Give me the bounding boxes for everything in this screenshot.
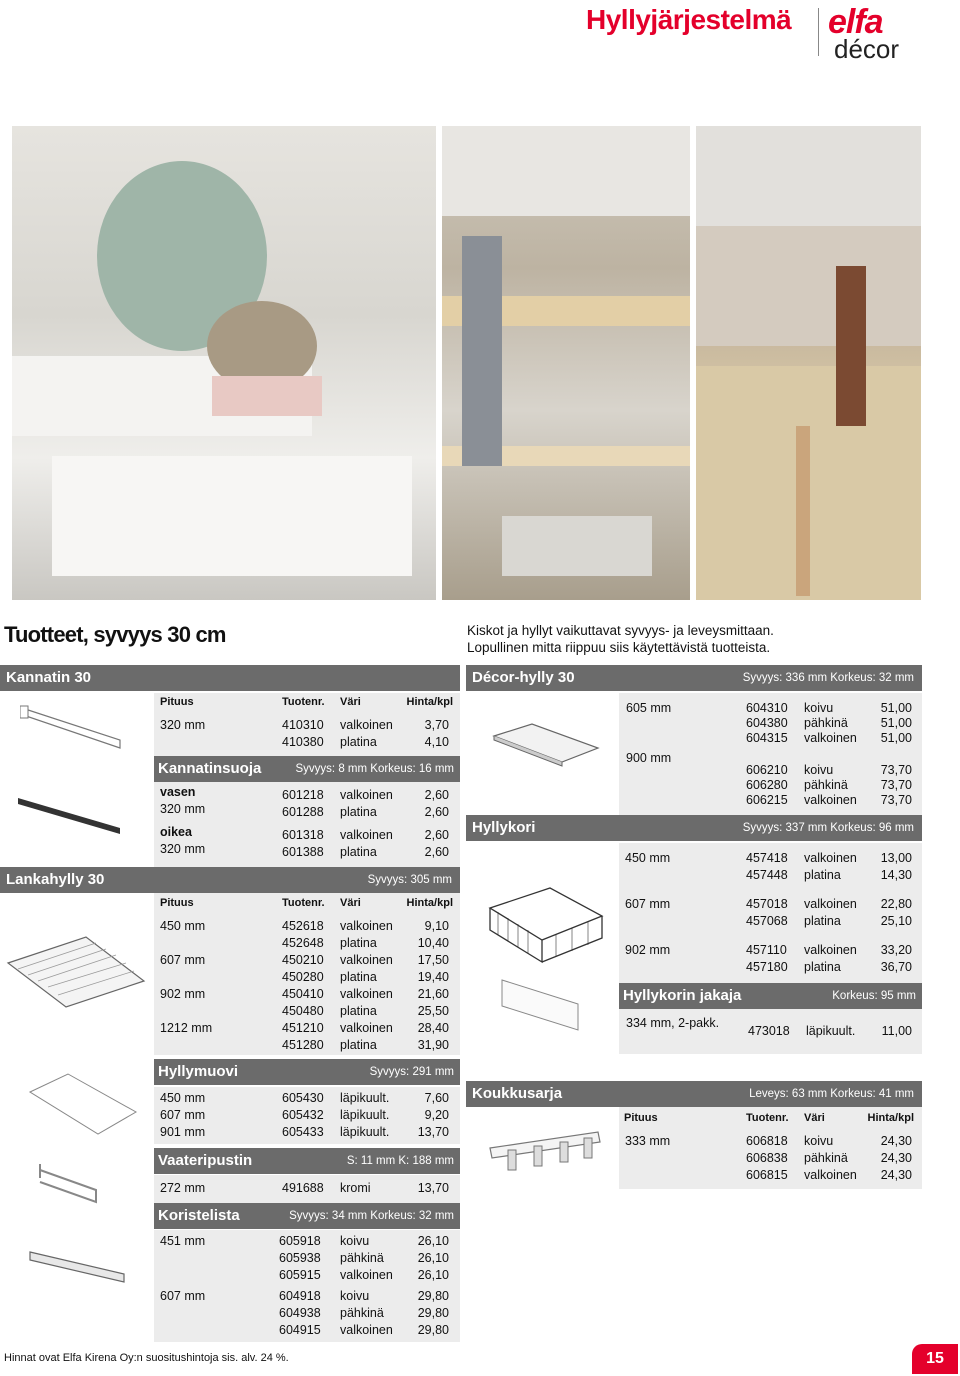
product-number-cell: 491688 [282, 1181, 324, 1195]
color-cell: pähkinä [340, 1251, 384, 1265]
length-cell: 450 mm [160, 1091, 206, 1105]
product-number-cell: 606215 [746, 793, 788, 807]
product-number-cell: 450410 [282, 987, 324, 1001]
col-header-pituus: Pituus [160, 696, 194, 708]
price-cell: 26,10 [417, 1268, 449, 1282]
color-cell: kromi [340, 1181, 371, 1195]
wire-basket-illustration [486, 884, 606, 964]
clothes-rod-illustration [36, 1160, 106, 1206]
col-header-pituus: Pituus [624, 1112, 658, 1124]
col-header-hinta: Hinta/kpl [406, 897, 453, 909]
product-number-cell: 604938 [279, 1306, 321, 1320]
page-number: 15 [912, 1344, 958, 1374]
length-cell: 607 mm [160, 953, 206, 967]
product-number-cell: 450480 [282, 1004, 324, 1018]
hook-rail-illustration [486, 1128, 606, 1178]
color-cell: läpikuult. [340, 1091, 390, 1105]
price-cell: 24,30 [880, 1134, 912, 1148]
subband-dims: S: 11 mm K: 188 mm [346, 1155, 454, 1167]
product-number-cell: 457110 [746, 943, 787, 957]
color-cell: läpikuult. [340, 1125, 390, 1139]
color-cell: platina [340, 1004, 377, 1018]
price-cell: 33,20 [880, 943, 912, 957]
product-number-cell: 473018 [748, 1024, 790, 1038]
band-decor-hylly [466, 665, 922, 691]
color-cell: platina [804, 868, 841, 882]
bracket-cover-illustration [16, 796, 126, 836]
logo-elfa-text: elfa [828, 3, 883, 41]
color-cell: koivu [340, 1234, 370, 1248]
color-cell: platina [340, 936, 377, 950]
price-cell: 29,80 [417, 1289, 449, 1303]
footer-note: Hinnat ovat Elfa Kirena Oy:n suositushintoja sis. alv. 24 %. [4, 1352, 289, 1364]
price-cell: 11,00 [881, 1024, 912, 1038]
product-number-cell: 606818 [746, 1134, 788, 1148]
color-cell: platina [340, 1038, 377, 1052]
product-number-cell: 606815 [746, 1168, 788, 1182]
price-cell: 3,70 [424, 718, 449, 732]
elfa-decor-logo [828, 3, 928, 64]
header-divider [818, 8, 819, 56]
color-cell: valkoinen [804, 851, 857, 865]
length-cell: 607 mm [625, 897, 671, 911]
color-cell: platina [804, 960, 841, 974]
price-cell: 26,10 [417, 1251, 449, 1265]
band-dims: Leveys: 63 mm Korkeus: 41 mm [749, 1088, 914, 1100]
length-cell: 900 mm [626, 751, 672, 765]
photo-jewelry-drawers [696, 126, 921, 600]
product-number-cell: 452648 [282, 936, 324, 950]
color-cell: valkoinen [340, 1268, 393, 1282]
price-cell: 26,10 [417, 1234, 449, 1248]
note-line: Lopullinen mitta riippuu siis käytettävistä tuotteista. [467, 640, 771, 655]
length-cell: 607 mm [160, 1289, 206, 1303]
bracket-illustration [20, 704, 130, 752]
price-cell: 28,40 [417, 1021, 449, 1035]
subband-kannatinsuoja [154, 756, 460, 782]
product-number-cell: 604918 [279, 1289, 321, 1303]
band-kannatin [0, 665, 460, 691]
product-number-cell: 605433 [282, 1125, 324, 1139]
length-cell: 320 mm [160, 718, 206, 732]
product-number-cell: 604315 [746, 731, 788, 745]
note-line: Kiskot ja hyllyt vaikuttavat syvyys- ja leveysmittaan. [467, 623, 774, 638]
subband-hyllymuovi [154, 1059, 460, 1085]
product-number-cell: 605938 [279, 1251, 321, 1265]
product-number-cell: 605918 [279, 1234, 321, 1248]
color-cell: pähkinä [340, 1306, 384, 1320]
length-cell: 451 mm [160, 1234, 206, 1248]
price-cell: 25,10 [880, 914, 912, 928]
color-cell: valkoinen [804, 1168, 857, 1182]
subband-hyllykorin-jakaja [619, 983, 922, 1009]
color-cell: koivu [804, 763, 834, 777]
color-cell: pähkinä [804, 778, 848, 792]
band-title: Décor-hylly 30 [472, 669, 575, 686]
length-cell: 450 mm [625, 851, 671, 865]
col-header-tuotenr: Tuotenr. [746, 1112, 789, 1124]
product-number-cell: 450280 [282, 970, 324, 984]
product-number-cell: 601218 [282, 788, 324, 802]
price-cell: 14,30 [880, 868, 912, 882]
color-cell: platina [340, 845, 377, 859]
price-cell: 2,60 [424, 828, 449, 842]
product-number-cell: 410380 [282, 735, 324, 749]
price-cell: 19,40 [417, 970, 449, 984]
basket-divider-illustration [500, 978, 584, 1034]
length-cell: 450 mm [160, 919, 206, 933]
price-cell: 13,00 [880, 851, 912, 865]
dimension-note [467, 622, 774, 656]
product-number-cell: 604310 [746, 701, 788, 715]
color-cell: läpikuult. [340, 1108, 390, 1122]
col-header-vari: Väri [340, 696, 361, 708]
color-cell: valkoinen [340, 828, 393, 842]
col-header-pituus: Pituus [160, 897, 194, 909]
band-hyllykori [466, 815, 922, 841]
trim-strip-illustration [28, 1248, 128, 1284]
product-number-cell: 601318 [282, 828, 324, 842]
length-cell: 1212 mm [160, 1021, 213, 1035]
band-title: Lankahylly 30 [6, 871, 105, 888]
subband-dims: Syvyys: 8 mm Korkeus: 16 mm [295, 763, 454, 775]
price-cell: 29,80 [417, 1306, 449, 1320]
price-cell: 4,10 [424, 735, 449, 749]
length-cell: 320 mm [160, 802, 206, 816]
color-cell: valkoinen [340, 987, 393, 1001]
photo-closet-shelves [442, 126, 690, 600]
side-label: oikea [160, 825, 192, 839]
color-cell: valkoinen [340, 1021, 393, 1035]
product-number-cell: 601388 [282, 845, 324, 859]
color-cell: platina [340, 970, 377, 984]
product-number-cell: 450210 [282, 953, 324, 967]
color-cell: koivu [804, 701, 834, 715]
length-cell: 901 mm [160, 1125, 206, 1139]
subband-title: Koristelista [158, 1207, 240, 1224]
price-cell: 10,40 [417, 936, 449, 950]
subband-koristelista [154, 1203, 460, 1229]
product-number-cell: 410310 [282, 718, 324, 732]
color-cell: valkoinen [804, 943, 857, 957]
subband-vaateripustin [154, 1148, 460, 1174]
color-cell: läpikuult. [806, 1024, 856, 1038]
product-number-cell: 601288 [282, 805, 324, 819]
price-cell: 13,70 [417, 1181, 449, 1195]
color-cell: valkoinen [340, 919, 393, 933]
color-cell: valkoinen [340, 1323, 393, 1337]
col-header-hinta: Hinta/kpl [867, 1112, 914, 1124]
band-dims: Syvyys: 305 mm [367, 874, 452, 886]
band-lankahylly [0, 867, 460, 893]
subband-title: Vaateripustin [158, 1152, 253, 1169]
color-cell: valkoinen [804, 793, 857, 807]
subband-title: Hyllymuovi [158, 1063, 239, 1080]
product-number-cell: 606838 [746, 1151, 788, 1165]
product-number-cell: 606210 [746, 763, 788, 777]
price-cell: 13,70 [417, 1125, 449, 1139]
color-cell: platina [804, 914, 841, 928]
side-label: vasen [160, 785, 196, 799]
color-cell: valkoinen [340, 953, 393, 967]
length-cell: 333 mm [625, 1134, 671, 1148]
color-cell: platina [340, 805, 377, 819]
product-number-cell: 457418 [746, 851, 788, 865]
subband-dims: Korkeus: 95 mm [832, 990, 916, 1002]
price-cell: 73,70 [880, 778, 912, 792]
col-header-tuotenr: Tuotenr. [282, 696, 325, 708]
product-number-cell: 451280 [282, 1038, 324, 1052]
color-cell: koivu [340, 1289, 370, 1303]
product-number-cell: 604380 [746, 716, 788, 730]
price-cell: 9,20 [424, 1108, 449, 1122]
price-cell: 24,30 [880, 1168, 912, 1182]
color-cell: valkoinen [804, 897, 857, 911]
color-cell: pähkinä [804, 1151, 848, 1165]
price-cell: 2,60 [424, 805, 449, 819]
brand-title: Hyllyjärjestelmä [586, 4, 792, 35]
product-number-cell: 451210 [282, 1021, 324, 1035]
subband-title: Hyllykorin jakaja [623, 987, 742, 1004]
subband-title: Kannatinsuoja [158, 760, 262, 777]
section-title: Tuotteet, syvyys 30 cm [4, 622, 226, 647]
price-cell: 29,80 [417, 1323, 449, 1337]
color-cell: pähkinä [804, 716, 848, 730]
price-cell: 73,70 [880, 763, 912, 777]
price-cell: 51,00 [880, 731, 912, 745]
length-cell: 272 mm [160, 1181, 206, 1195]
color-cell: platina [340, 735, 377, 749]
color-cell: valkoinen [340, 788, 393, 802]
band-title: Hyllykori [472, 819, 536, 836]
band-dims: Syvyys: 337 mm Korkeus: 96 mm [742, 822, 914, 834]
product-number-cell: 457448 [746, 868, 788, 882]
decor-shelf-illustration [492, 722, 602, 768]
subband-dims: Syvyys: 291 mm [369, 1066, 454, 1078]
band-title: Koukkusarja [472, 1085, 563, 1102]
price-cell: 22,80 [880, 897, 912, 911]
price-cell: 7,60 [424, 1091, 449, 1105]
price-cell: 73,70 [880, 793, 912, 807]
price-cell: 2,60 [424, 788, 449, 802]
product-number-cell: 457018 [746, 897, 788, 911]
product-number-cell: 457068 [746, 914, 788, 928]
price-cell: 51,00 [880, 701, 912, 715]
product-number-cell: 604915 [279, 1323, 321, 1337]
band-koukkusarja [466, 1081, 922, 1107]
price-cell: 36,70 [880, 960, 912, 974]
price-cell: 9,10 [424, 919, 449, 933]
price-cell: 24,30 [880, 1151, 912, 1165]
subband-dims: Syvyys: 34 mm Korkeus: 32 mm [289, 1210, 454, 1222]
product-number-cell: 452618 [282, 919, 324, 933]
logo-decor-text: décor [834, 34, 900, 64]
price-cell: 21,60 [417, 987, 449, 1001]
price-cell: 17,50 [417, 953, 449, 967]
product-number-cell: 605432 [282, 1108, 324, 1122]
col-header-vari: Väri [340, 897, 361, 909]
price-cell: 31,90 [417, 1038, 449, 1052]
col-header-hinta: Hinta/kpl [406, 696, 453, 708]
price-cell: 25,50 [417, 1004, 449, 1018]
wire-shelf-illustration [6, 935, 146, 1010]
col-header-vari: Väri [804, 1112, 825, 1124]
product-number-cell: 457180 [746, 960, 788, 974]
length-cell: 902 mm [625, 943, 671, 957]
color-cell: valkoinen [340, 718, 393, 732]
product-number-cell: 605430 [282, 1091, 324, 1105]
band-title: Kannatin 30 [6, 669, 92, 686]
band-dims: Syvyys: 336 mm Korkeus: 32 mm [742, 672, 914, 684]
price-cell: 51,00 [880, 716, 912, 730]
col-header-tuotenr: Tuotenr. [282, 897, 325, 909]
length-cell: 607 mm [160, 1108, 206, 1122]
length-cell: 334 mm, 2-pakk. [626, 1016, 720, 1030]
product-number-cell: 606280 [746, 778, 788, 792]
color-cell: valkoinen [804, 731, 857, 745]
color-cell: koivu [804, 1134, 834, 1148]
shelf-liner-illustration [28, 1072, 138, 1136]
length-cell: 320 mm [160, 842, 206, 856]
length-cell: 902 mm [160, 987, 206, 1001]
photo-drawer-shelves [12, 126, 436, 600]
price-cell: 2,60 [424, 845, 449, 859]
product-number-cell: 605915 [279, 1268, 321, 1282]
length-cell: 605 mm [626, 701, 672, 715]
